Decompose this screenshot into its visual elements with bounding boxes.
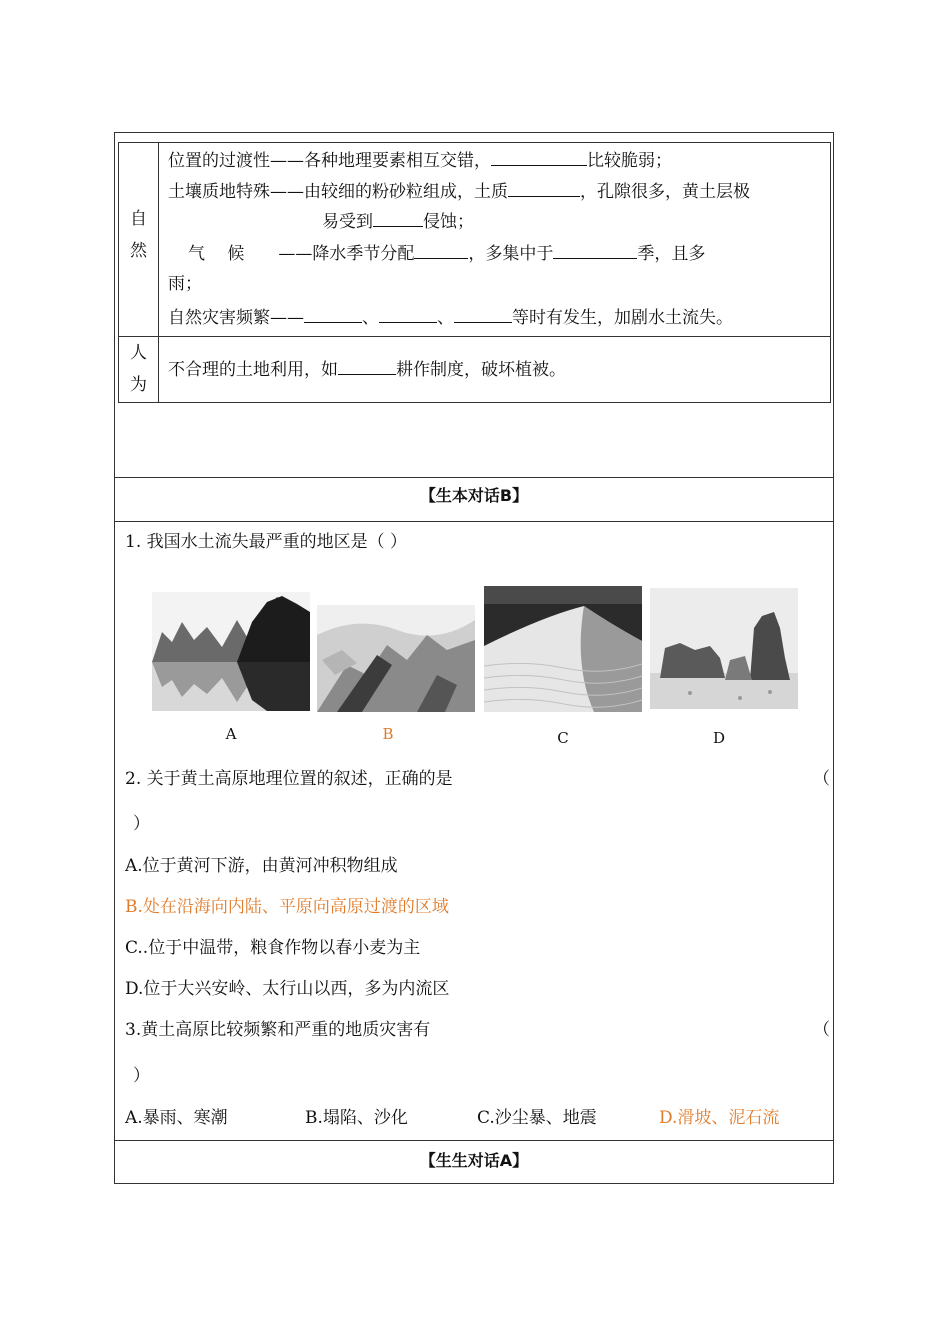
question-3-option-d: D.滑坡、泥石流 xyxy=(659,1108,780,1128)
image-caption-b: B xyxy=(382,725,394,743)
question-2-option-d: D.位于大兴安岭、太行山以西，多为内流区 xyxy=(125,979,450,999)
question-3-paren-open: （ xyxy=(813,1020,830,1040)
desert-dune-image xyxy=(484,586,642,712)
question-2-option-a: A.位于黄河下游，由黄河冲积物组成 xyxy=(125,856,398,876)
question-3-option-b: B.塌陷、沙化 xyxy=(305,1108,408,1128)
cause-soil: 土壤质地特殊——由较细的粉砂粒组成，土质 ，孔隙很多，黄土层极 xyxy=(168,177,750,202)
divider xyxy=(115,477,833,478)
loess-plateau-image xyxy=(317,605,475,712)
question-3: 3.黄土高原比较频繁和严重的地质灾害有 xyxy=(125,1020,431,1040)
human-label: 人为 xyxy=(130,343,147,395)
column-divider xyxy=(158,143,159,402)
natural-label: 自然 xyxy=(130,209,147,261)
cause-climate: 气 候 ——降水季节分配 ，多集中于 季，且多 xyxy=(188,239,705,264)
question-1: 1. 我国水土流失最严重的地区是（ ） xyxy=(125,532,408,552)
question-2-option-c: C..位于中温带，粮食作物以春小麦为主 xyxy=(125,938,421,958)
cause-soil-erosion: 易受到 侵蚀； xyxy=(322,207,474,232)
question-2-paren-close: ） xyxy=(133,814,150,834)
karst-landscape-image xyxy=(152,592,310,711)
image-caption-a: A xyxy=(225,725,237,743)
divider xyxy=(115,521,833,522)
question-3-option-c: C.沙尘暴、地震 xyxy=(477,1108,597,1128)
yardang-landform-image xyxy=(650,588,798,709)
cause-climate-rain: 雨； xyxy=(168,274,202,294)
question-3-paren-close: ） xyxy=(133,1066,150,1086)
question-2-paren-open: （ xyxy=(813,769,830,789)
image-caption-d: D xyxy=(712,729,726,747)
section-b-title: 【生本对话B】 xyxy=(419,486,529,505)
image-caption-c: C xyxy=(557,729,569,747)
cause-disasters: 自然灾害频繁—— 、 、 等时有发生，加剧水土流失。 xyxy=(168,303,733,328)
divider xyxy=(115,1140,833,1141)
row-divider xyxy=(119,336,830,337)
worksheet-table xyxy=(114,132,834,1184)
question-3-option-a: A.暴雨、寒潮 xyxy=(125,1108,228,1128)
causes-table xyxy=(118,142,831,403)
question-2-option-b: B.处在沿海向内陆、平原向高原过渡的区域 xyxy=(125,897,449,917)
question-2: 2. 关于黄土高原地理位置的叙述，正确的是 xyxy=(125,769,453,789)
cause-human: 不合理的土地利用，如 耕作制度，破坏植被。 xyxy=(168,355,566,380)
cause-position: 位置的过渡性——各种地理要素相互交错， 比较脆弱； xyxy=(168,146,672,171)
section-a-title: 【生生对话A】 xyxy=(419,1151,529,1170)
